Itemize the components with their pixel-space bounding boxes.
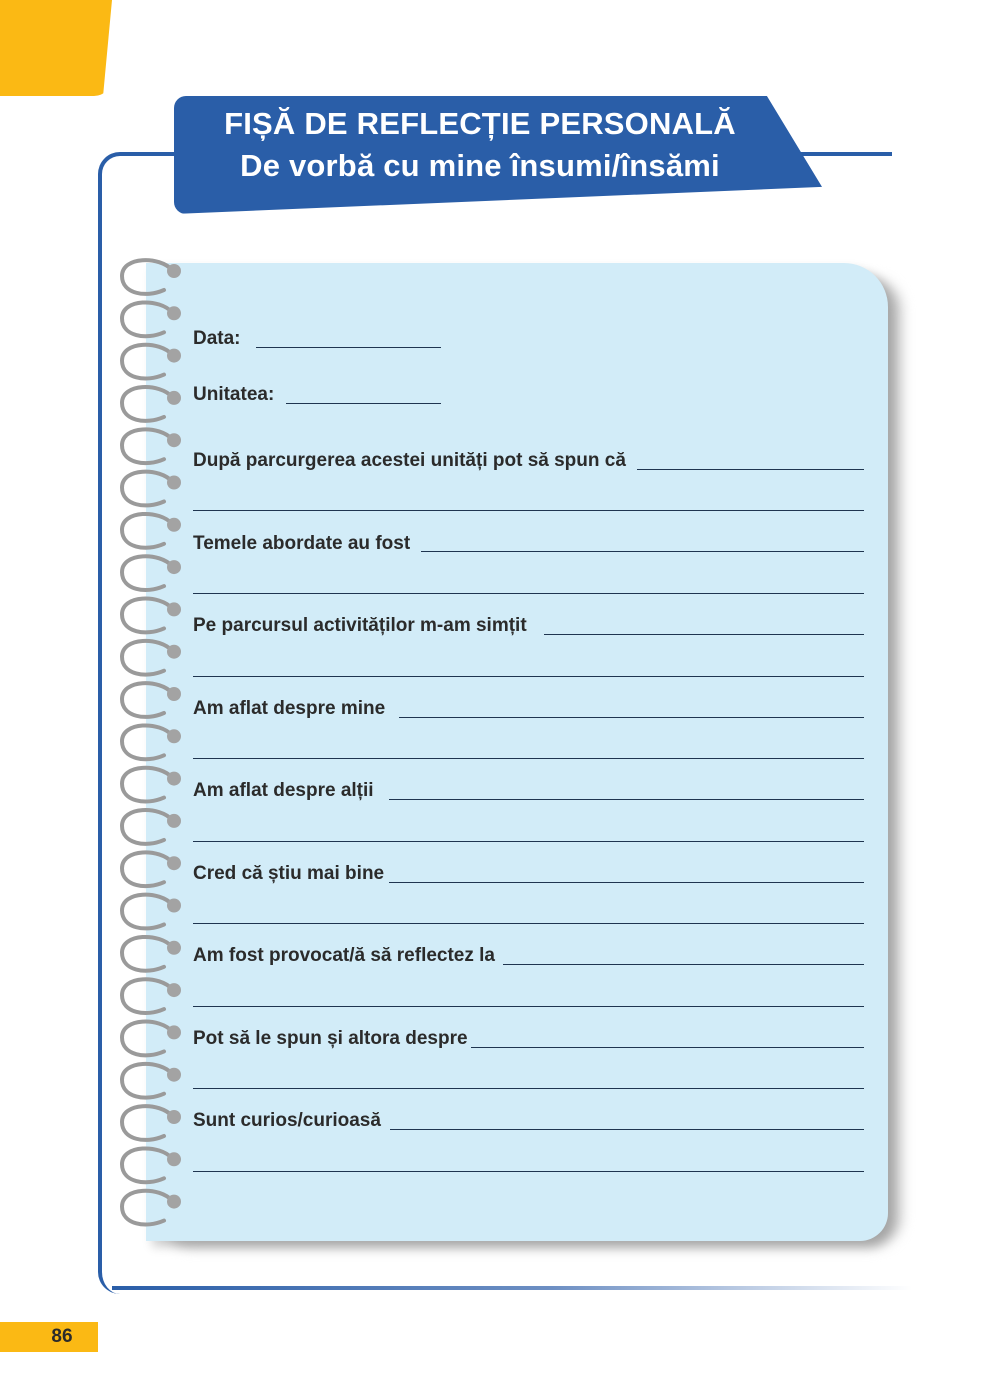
- spiral-ring: [122, 810, 172, 844]
- spiral-hole: [167, 941, 181, 955]
- spiral-hole: [167, 602, 181, 616]
- spiral-hole: [167, 772, 181, 786]
- spiral-ring: [122, 429, 172, 463]
- spiral-hole: [167, 645, 181, 659]
- spiral-ring: [122, 683, 172, 717]
- prompt-label: Am aflat despre mine: [193, 698, 386, 719]
- spiral-ring: [122, 852, 172, 886]
- spiral-ring: [122, 387, 172, 421]
- spiral-ring: [122, 345, 172, 379]
- answer-line[interactable]: [193, 841, 864, 842]
- answer-line[interactable]: [637, 469, 864, 470]
- prompt-label: Am fost provocat/ă să reflectez la: [193, 945, 495, 966]
- spiral-hole: [167, 1025, 181, 1039]
- unit-label: Unitatea:: [193, 384, 275, 405]
- spiral-hole: [167, 1068, 181, 1082]
- prompt-label: Cred că știu mai bine: [193, 863, 385, 884]
- answer-line[interactable]: [389, 799, 864, 800]
- spiral-hole: [167, 476, 181, 490]
- answer-line[interactable]: [193, 923, 864, 924]
- page-subtitle: De vorbă cu mine însumi/însămi: [240, 148, 720, 183]
- answer-line[interactable]: [390, 1129, 864, 1130]
- answer-line[interactable]: [471, 1047, 864, 1048]
- spiral-hole: [167, 1110, 181, 1124]
- page-title: FIȘĂ DE REFLECȚIE PERSONALĂ: [224, 106, 736, 141]
- spiral-ring: [122, 937, 172, 971]
- spiral-ring: [122, 514, 172, 548]
- answer-line[interactable]: [193, 510, 864, 511]
- spiral-ring: [122, 768, 172, 802]
- spiral-hole: [167, 729, 181, 743]
- spiral-hole: [167, 814, 181, 828]
- spiral-ring: [122, 1148, 172, 1182]
- date-input-line[interactable]: [256, 347, 441, 348]
- spiral-binding-icon: [116, 240, 196, 1240]
- spiral-hole: [167, 1152, 181, 1166]
- spiral-ring: [122, 556, 172, 590]
- spiral-ring: [122, 895, 172, 929]
- answer-line[interactable]: [193, 1088, 864, 1089]
- answer-line[interactable]: [503, 964, 864, 965]
- date-label: Data:: [193, 328, 241, 349]
- answer-line[interactable]: [399, 717, 864, 718]
- spiral-ring: [122, 641, 172, 675]
- spiral-ring: [122, 472, 172, 506]
- unit-input-line[interactable]: [286, 403, 441, 404]
- spiral-ring: [122, 725, 172, 759]
- spiral-ring: [122, 979, 172, 1013]
- spiral-ring: [122, 302, 172, 336]
- spiral-ring: [122, 1191, 172, 1225]
- page-frame-bottom: [112, 1286, 912, 1290]
- spiral-hole: [167, 856, 181, 870]
- spiral-ring: [122, 1106, 172, 1140]
- prompt-label: Sunt curios/curioasă: [193, 1110, 381, 1131]
- spiral-hole: [167, 349, 181, 363]
- answer-line[interactable]: [193, 1006, 864, 1007]
- spiral-hole: [167, 306, 181, 320]
- spiral-hole: [167, 560, 181, 574]
- answer-line[interactable]: [193, 758, 864, 759]
- prompt-label: Temele abordate au fost: [193, 533, 411, 554]
- answer-line[interactable]: [389, 882, 864, 883]
- answer-line[interactable]: [193, 1171, 864, 1172]
- prompt-label: Am aflat despre alții: [193, 780, 374, 801]
- spiral-hole: [167, 899, 181, 913]
- notebook-page: [146, 263, 888, 1241]
- spiral-hole: [167, 391, 181, 405]
- spiral-hole: [167, 518, 181, 532]
- page-number: 86: [51, 1326, 73, 1347]
- answer-line[interactable]: [544, 634, 864, 635]
- spiral-ring: [122, 1064, 172, 1098]
- spiral-hole: [167, 687, 181, 701]
- spiral-hole: [167, 983, 181, 997]
- corner-tab-decoration: [0, 0, 112, 96]
- spiral-ring: [122, 260, 172, 294]
- prompt-label: Pe parcursul activităților m-am simțit: [193, 615, 527, 636]
- answer-line[interactable]: [193, 593, 864, 594]
- spiral-hole: [167, 433, 181, 447]
- answer-line[interactable]: [421, 551, 864, 552]
- spiral-ring: [122, 599, 172, 633]
- spiral-hole: [167, 1195, 181, 1209]
- prompt-label: Pot să le spun și altora despre: [193, 1028, 468, 1049]
- spiral-hole: [167, 264, 181, 278]
- spiral-ring: [122, 1022, 172, 1056]
- answer-line[interactable]: [193, 676, 864, 677]
- prompt-label: După parcurgerea acestei unități pot să spun că: [193, 450, 626, 471]
